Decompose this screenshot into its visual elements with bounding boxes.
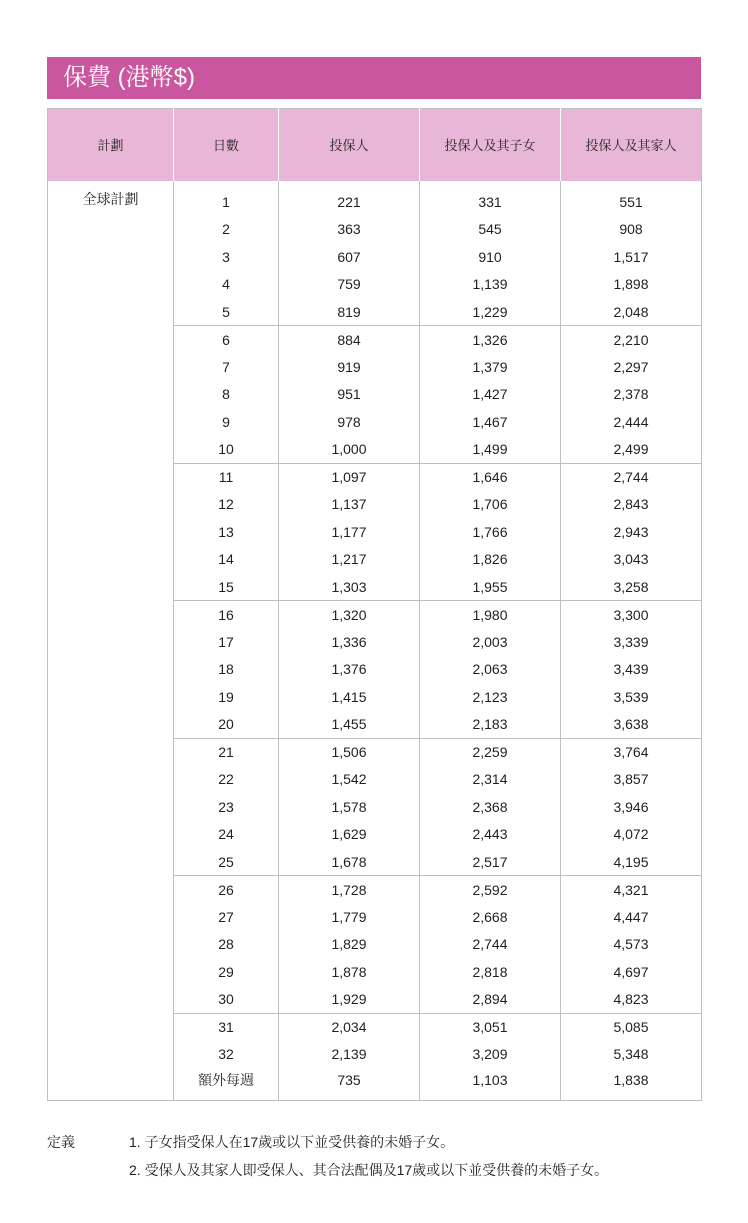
days-cell: 14 [174, 546, 279, 574]
insured-cell: 2,139 [279, 1041, 420, 1069]
definition-item: 2. 受保人及其家人即受保人、其合法配偶及17歲或以下並受供養的未婚子女。 [129, 1162, 609, 1178]
insured-cell: 1,578 [279, 793, 420, 821]
days-cell: 16 [174, 601, 279, 629]
insured-children-cell: 2,592 [420, 876, 561, 904]
days-cell: 20 [174, 711, 279, 739]
definition-item: 1. 子女指受保人在17歲或以下並受供養的未婚子女。 [129, 1134, 455, 1150]
days-cell: 27 [174, 903, 279, 931]
insured-cell: 1,217 [279, 546, 420, 574]
insured-children-cell: 331 [420, 181, 561, 216]
insured-cell: 735 [279, 1068, 420, 1100]
insured-cell: 1,177 [279, 518, 420, 546]
insured-cell: 978 [279, 408, 420, 436]
definitions-list [129, 1128, 729, 1184]
insured-cell: 951 [279, 381, 420, 409]
insured-children-cell: 1,826 [420, 546, 561, 574]
header-insured: 投保人 [279, 109, 420, 181]
insured-children-cell: 3,209 [420, 1041, 561, 1069]
insured-family-cell: 2,843 [561, 491, 702, 519]
insured-cell: 1,728 [279, 876, 420, 904]
insured-cell: 1,506 [279, 738, 420, 766]
insured-family-cell: 1,898 [561, 271, 702, 299]
insured-children-cell: 2,368 [420, 793, 561, 821]
days-cell: 12 [174, 491, 279, 519]
insured-family-cell: 4,823 [561, 986, 702, 1014]
insured-children-cell: 1,980 [420, 601, 561, 629]
premium-table [47, 108, 702, 1101]
days-cell: 8 [174, 381, 279, 409]
insured-cell: 1,320 [279, 601, 420, 629]
insured-cell: 819 [279, 298, 420, 326]
insured-cell: 1,303 [279, 573, 420, 601]
definitions-label: 定義 [47, 1134, 75, 1150]
days-cell: 21 [174, 738, 279, 766]
insured-family-cell: 4,447 [561, 903, 702, 931]
insured-family-cell: 4,072 [561, 821, 702, 849]
table-body [48, 181, 702, 1101]
insured-cell: 884 [279, 326, 420, 354]
table-header-row [48, 109, 702, 181]
insured-cell: 1,000 [279, 436, 420, 464]
insured-children-cell: 2,063 [420, 656, 561, 684]
insured-family-cell: 3,300 [561, 601, 702, 629]
insured-cell: 759 [279, 271, 420, 299]
days-cell: 19 [174, 683, 279, 711]
days-cell: 2 [174, 216, 279, 244]
insured-family-cell: 3,258 [561, 573, 702, 601]
insured-cell: 1,097 [279, 463, 420, 491]
insured-cell: 1,376 [279, 656, 420, 684]
days-cell: 1 [174, 181, 279, 216]
section-title: 保費 (港幣$) [47, 57, 701, 99]
insured-cell: 221 [279, 181, 420, 216]
days-cell: 31 [174, 1013, 279, 1041]
insured-cell: 1,542 [279, 766, 420, 794]
days-cell: 32 [174, 1041, 279, 1069]
insured-children-cell: 2,517 [420, 848, 561, 876]
insured-cell: 1,336 [279, 628, 420, 656]
header-insured-family: 投保人及其家人 [561, 109, 702, 181]
insured-family-cell: 5,085 [561, 1013, 702, 1041]
insured-family-cell: 908 [561, 216, 702, 244]
insured-family-cell: 4,573 [561, 931, 702, 959]
insured-cell: 2,034 [279, 1013, 420, 1041]
insured-children-cell: 2,744 [420, 931, 561, 959]
days-cell: 24 [174, 821, 279, 849]
days-cell: 18 [174, 656, 279, 684]
insured-family-cell: 551 [561, 181, 702, 216]
insured-children-cell: 2,668 [420, 903, 561, 931]
insured-family-cell: 2,048 [561, 298, 702, 326]
insured-family-cell: 3,946 [561, 793, 702, 821]
plan-name: 全球計劃 [82, 190, 139, 207]
insured-cell: 1,829 [279, 931, 420, 959]
days-cell: 6 [174, 326, 279, 354]
insured-family-cell: 4,321 [561, 876, 702, 904]
insured-family-cell: 2,499 [561, 436, 702, 464]
days-cell: 25 [174, 848, 279, 876]
insured-family-cell: 3,638 [561, 711, 702, 739]
insured-cell: 1,878 [279, 958, 420, 986]
days-cell: 7 [174, 353, 279, 381]
header-insured-children: 投保人及其子女 [420, 109, 561, 181]
insured-family-cell: 4,697 [561, 958, 702, 986]
insured-children-cell: 2,314 [420, 766, 561, 794]
insured-cell: 1,629 [279, 821, 420, 849]
days-cell: 4 [174, 271, 279, 299]
insured-children-cell: 1,139 [420, 271, 561, 299]
insured-family-cell: 3,043 [561, 546, 702, 574]
insured-children-cell: 545 [420, 216, 561, 244]
insured-family-cell: 5,348 [561, 1041, 702, 1069]
insured-cell: 1,929 [279, 986, 420, 1014]
insured-family-cell: 4,195 [561, 848, 702, 876]
days-cell: 9 [174, 408, 279, 436]
insured-children-cell: 1,646 [420, 463, 561, 491]
insured-family-cell: 1,838 [561, 1068, 702, 1100]
days-cell: 10 [174, 436, 279, 464]
insured-children-cell: 3,051 [420, 1013, 561, 1041]
days-cell: 3 [174, 243, 279, 271]
insured-children-cell: 2,123 [420, 683, 561, 711]
insured-children-cell: 1,766 [420, 518, 561, 546]
insured-children-cell: 1,379 [420, 353, 561, 381]
insured-children-cell: 2,443 [420, 821, 561, 849]
insured-children-cell: 2,183 [420, 711, 561, 739]
insured-children-cell: 910 [420, 243, 561, 271]
insured-children-cell: 1,499 [420, 436, 561, 464]
insured-children-cell: 1,103 [420, 1068, 561, 1100]
insured-children-cell: 1,229 [420, 298, 561, 326]
insured-family-cell: 2,744 [561, 463, 702, 491]
insured-family-cell: 2,378 [561, 381, 702, 409]
insured-children-cell: 1,955 [420, 573, 561, 601]
insured-children-cell: 1,467 [420, 408, 561, 436]
insured-cell: 1,678 [279, 848, 420, 876]
insured-cell: 363 [279, 216, 420, 244]
insured-cell: 607 [279, 243, 420, 271]
table-row [48, 181, 702, 216]
insured-children-cell: 2,003 [420, 628, 561, 656]
insured-cell: 1,455 [279, 711, 420, 739]
insured-children-cell: 1,427 [420, 381, 561, 409]
insured-cell: 1,779 [279, 903, 420, 931]
days-cell: 23 [174, 793, 279, 821]
insured-family-cell: 1,517 [561, 243, 702, 271]
header-plan: 計劃 [48, 109, 174, 181]
insured-cell: 919 [279, 353, 420, 381]
days-cell: 22 [174, 766, 279, 794]
insured-family-cell: 3,857 [561, 766, 702, 794]
insured-children-cell: 1,326 [420, 326, 561, 354]
insured-children-cell: 1,706 [420, 491, 561, 519]
insured-family-cell: 3,339 [561, 628, 702, 656]
days-cell: 11 [174, 463, 279, 491]
days-cell: 26 [174, 876, 279, 904]
insured-family-cell: 3,439 [561, 656, 702, 684]
insured-family-cell: 3,539 [561, 683, 702, 711]
days-cell: 30 [174, 986, 279, 1014]
insured-cell: 1,137 [279, 491, 420, 519]
insured-family-cell: 2,210 [561, 326, 702, 354]
insured-children-cell: 2,894 [420, 986, 561, 1014]
insured-family-cell: 2,444 [561, 408, 702, 436]
days-cell: 5 [174, 298, 279, 326]
days-cell: 13 [174, 518, 279, 546]
insured-family-cell: 3,764 [561, 738, 702, 766]
header-days: 日數 [174, 109, 279, 181]
days-cell: 額外每週 [174, 1068, 279, 1100]
insured-cell: 1,415 [279, 683, 420, 711]
days-cell: 29 [174, 958, 279, 986]
insured-family-cell: 2,943 [561, 518, 702, 546]
insured-children-cell: 2,818 [420, 958, 561, 986]
days-cell: 15 [174, 573, 279, 601]
insured-family-cell: 2,297 [561, 353, 702, 381]
days-cell: 28 [174, 931, 279, 959]
days-cell: 17 [174, 628, 279, 656]
insured-children-cell: 2,259 [420, 738, 561, 766]
